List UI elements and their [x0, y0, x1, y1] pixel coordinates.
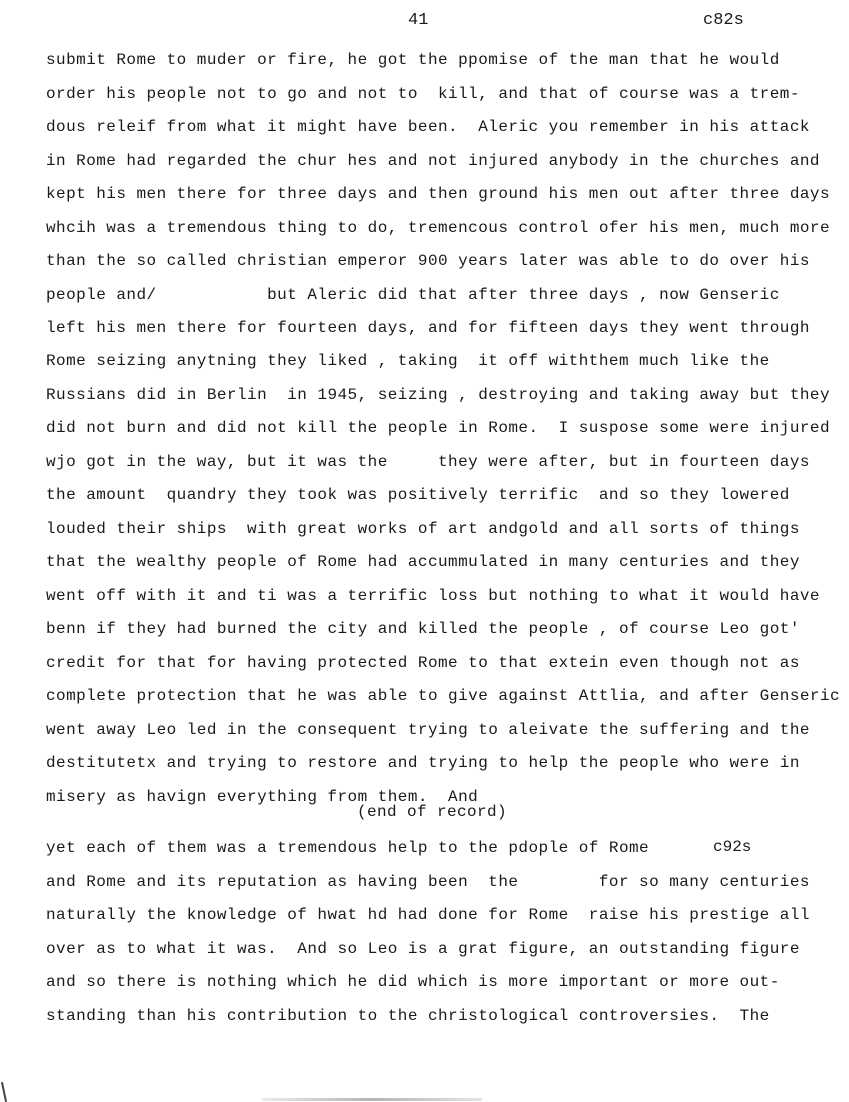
- text-line: standing than his contribution to the christological controversies. The: [46, 1007, 770, 1025]
- scan-artifact-smudge: [262, 1098, 482, 1101]
- text-line: yet each of them was a tremendous help to the pdople of Rome: [46, 839, 650, 857]
- text-line: destitutetx and trying to restore and trying to help the people who were in: [46, 754, 800, 772]
- text-line: left his men there for fourteen days, and for fifteen days they went through: [46, 319, 810, 337]
- text-line: complete protection that he was able to give against Attlia, and after Genseric: [46, 687, 841, 705]
- text-line: submit Rome to muder or fire, he got the ppomise of the man that he would: [46, 51, 780, 69]
- text-line: naturally the knowledge of hwat hd had done for Rome raise his prestige all: [46, 906, 810, 924]
- text-line: dous releif from what it might have been. Aleric you remember in his attack: [46, 118, 810, 136]
- text-line: in Rome had regarded the chur hes and not injured anybody in the churches and: [46, 152, 820, 170]
- text-line: benn if they had burned the city and killed the people , of course Leo got': [46, 620, 800, 638]
- text-line: over as to what it was. And so Leo is a grat figure, an outstanding figure: [46, 940, 800, 958]
- scan-artifact-mark: [1, 1082, 7, 1102]
- text-line: misery as havign everything from them. And: [46, 788, 479, 806]
- text-line: went away Leo led in the consequent trying to aleivate the suffering and the: [46, 721, 810, 739]
- text-line: than the so called christian emperor 900 years later was able to do over his: [46, 252, 810, 270]
- text-line: and Rome and its reputation as having been the for so many centuries: [46, 873, 810, 891]
- text-line: the amount quandry they took was positively terrific and so they lowered: [46, 486, 790, 504]
- end-of-record-note: (end of record): [357, 803, 508, 821]
- text-line: and so there is nothing which he did which is more important or more out-: [46, 973, 780, 991]
- reference-code: c82s: [703, 11, 744, 30]
- text-line: credit for that for having protected Rome to that extein even though not as: [46, 654, 800, 672]
- page-number: 41: [408, 11, 429, 30]
- text-line: people and/ but Aleric did that after three days , now Genseric: [46, 286, 780, 304]
- text-line: that the wealthy people of Rome had accummulated in many centuries and they: [46, 553, 800, 571]
- text-line: Rome seizing anytning they liked , taking it off withthem much like the: [46, 352, 770, 370]
- text-line: did not burn and did not kill the people in Rome. I suspose some were injured: [46, 419, 831, 437]
- text-line: kept his men there for three days and then ground his men out after three days: [46, 185, 831, 203]
- text-line: Russians did in Berlin in 1945, seizing , destroying and taking away but they: [46, 386, 831, 404]
- text-line: wjo got in the way, but it was the they were after, but in fourteen days: [46, 453, 810, 471]
- text-line: order his people not to go and not to kill, and that of course was a trem-: [46, 85, 800, 103]
- text-line: whcih was a tremendous thing to do, tremencous control ofer his men, much more: [46, 219, 831, 237]
- reference-code-2: c92s: [713, 838, 752, 856]
- text-line: went off with it and ti was a terrific loss but nothing to what it would have: [46, 587, 820, 605]
- text-line: louded their ships with great works of art andgold and all sorts of things: [46, 520, 800, 538]
